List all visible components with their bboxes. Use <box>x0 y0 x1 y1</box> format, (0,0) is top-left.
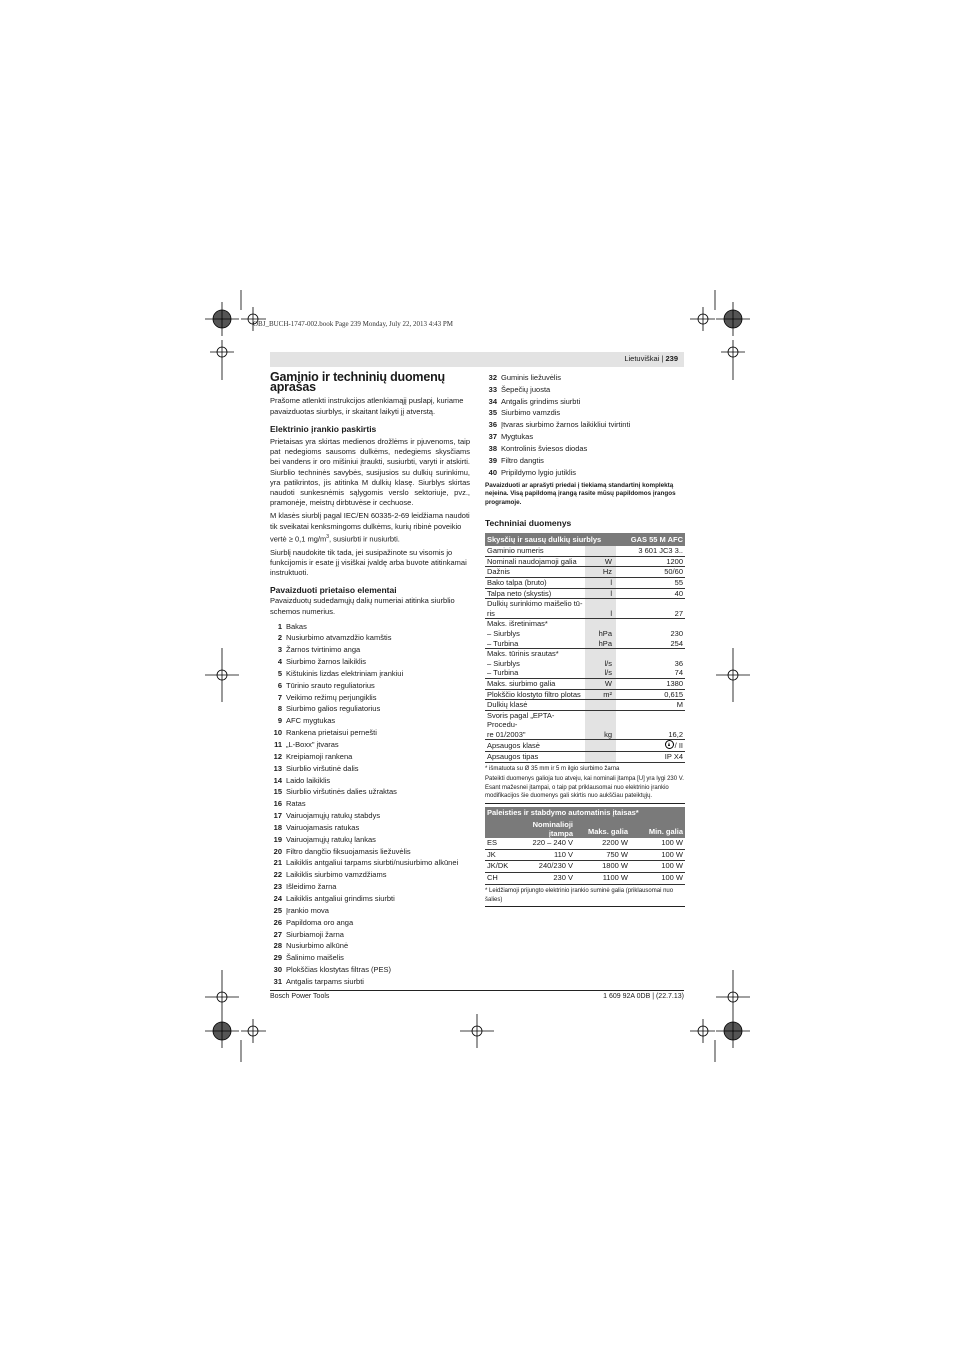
list-item <box>270 976 470 988</box>
table-row <box>485 849 685 861</box>
cell-line: l <box>610 608 612 618</box>
table-row <box>485 861 685 873</box>
cell-line: Svoris pagal „EPTA-Procedu- <box>487 710 555 730</box>
item-label: Laikiklis antgaliui tarpams siurbti/nusiurbimo alkūnei <box>286 858 459 868</box>
item-number: 7 <box>277 692 282 702</box>
tech-unit <box>585 689 616 700</box>
item-label: Šepečių juosta <box>501 384 551 394</box>
auto-start-table <box>485 807 685 885</box>
item-label: Tūrinio srauto reguliatorius <box>286 680 375 690</box>
table-cell: 750 W <box>575 849 630 861</box>
tech-label <box>485 649 585 679</box>
table-cell: 100 W <box>630 861 685 873</box>
table-row <box>485 619 685 649</box>
tech-unit <box>585 567 616 578</box>
purpose-p2-sup: 3 <box>326 533 329 540</box>
cell-line: Maks. siurbimo galia <box>487 678 556 688</box>
item-number: 26 <box>273 917 282 927</box>
item-number: 9 <box>277 716 282 726</box>
tech-unit <box>585 556 616 567</box>
item-number: 2 <box>277 633 282 643</box>
table-cell: 1100 W <box>575 873 630 885</box>
tech-label <box>485 678 585 689</box>
list-item <box>270 881 470 893</box>
item-number: 30 <box>273 965 282 975</box>
right-column <box>485 372 685 907</box>
item-label: AFC mygtukas <box>286 716 336 726</box>
cell-line: Gaminio numeris <box>487 546 544 556</box>
item-label: Išleidimo žarna <box>286 882 337 892</box>
list-item <box>270 810 470 822</box>
cell-line: ris <box>487 608 495 618</box>
item-label: Siurbimo galios reguliatorius <box>286 704 381 714</box>
list-item <box>270 763 470 775</box>
left-column <box>270 372 470 988</box>
tech-value <box>616 689 685 700</box>
tech-label <box>485 710 585 740</box>
tech-value <box>616 752 685 763</box>
tech-label <box>485 619 585 649</box>
cell-line: re 01/2003" <box>487 729 526 739</box>
list-item <box>485 419 685 431</box>
cell-line: 40 <box>674 588 683 598</box>
table-row <box>485 556 685 567</box>
tech-value <box>616 577 685 588</box>
tech-unit <box>585 740 616 752</box>
cell-line: Maks. išretinimas* <box>487 619 548 629</box>
tech-label <box>485 700 585 711</box>
cell-line: Plokščio klostyto filtro plotas <box>487 689 581 699</box>
tech-unit <box>585 577 616 588</box>
tech-unit <box>585 619 616 649</box>
item-label: Kištukinis lizdas elektriniam įrankiui <box>286 668 404 678</box>
item-label: Ratas <box>286 799 306 809</box>
list-item <box>485 443 685 455</box>
cell-line: Maks. tūrinis srautas* <box>487 649 559 659</box>
auto-col-max: Maks. galia <box>575 820 630 838</box>
item-label: Plokščias klostytas filtras (PES) <box>286 965 392 975</box>
auto-footnote: * Leidžiamoji prijungto elektrinio įrankio suminė galia (priklausomai nuo šalies) <box>485 888 674 903</box>
table-row <box>485 752 685 763</box>
cell-line: Talpa neto (skystis) <box>487 588 552 598</box>
item-number: 32 <box>488 372 497 382</box>
item-label: Laido laikiklis <box>286 775 331 785</box>
tech-label <box>485 689 585 700</box>
cell-line: 3 601 JC3 3.. <box>638 546 683 556</box>
item-label: Vairuojamųjų ratukų stabdys <box>286 811 381 821</box>
item-number: 40 <box>488 467 497 477</box>
tech-data-table <box>485 533 685 762</box>
table-row <box>485 546 685 556</box>
table-row <box>485 838 685 849</box>
list-item <box>270 834 470 846</box>
item-number: 34 <box>488 396 497 406</box>
item-label: Papildoma oro anga <box>286 917 354 927</box>
table-row <box>485 678 685 689</box>
tech-label <box>485 546 585 556</box>
item-label: Vairuojamasis ratukas <box>286 822 360 832</box>
tech-value <box>616 649 685 679</box>
item-label: Mygtukas <box>501 432 534 442</box>
list-item <box>270 704 470 716</box>
tech-label <box>485 752 585 763</box>
table-cell: 100 W <box>630 849 685 861</box>
item-number: 4 <box>277 657 282 667</box>
table-row <box>485 567 685 578</box>
list-item <box>270 716 470 728</box>
table-row <box>485 599 685 619</box>
footer-right: 1 609 92A 0DB | (22.7.13) <box>603 993 684 1000</box>
tech-value <box>616 678 685 689</box>
item-label: Siurbimo vamzdis <box>501 408 561 418</box>
tech-label <box>485 577 585 588</box>
cell-line: Hz <box>602 567 612 577</box>
list-item <box>270 775 470 787</box>
auto-col-voltage-2: įtampa <box>548 828 573 838</box>
list-item <box>270 941 470 953</box>
list-item <box>485 455 685 467</box>
cell-line: 74 <box>674 668 683 678</box>
list-item <box>270 644 470 656</box>
table-cell: CH <box>485 873 515 885</box>
page-bar: Lietuviškai | 239 <box>270 352 684 367</box>
tech-heading: Techniniai duomenys <box>485 517 572 528</box>
table-cell: 1800 W <box>575 861 630 873</box>
item-number: 8 <box>277 704 282 714</box>
list-item <box>270 964 470 976</box>
item-label: Antgalis grindims siurbti <box>501 396 581 406</box>
tech-footnote-2: Pateikti duomenys galioja tuo atveju, kai nominali įtampa [U] yra lygi 230 V. Esant mažesnei įtampai, o taip pat priklausomai nuo elektrinio įrankio modifikacijos šie duomenys gali skirtis nuo aukščiau pateiktųjų. <box>485 776 684 800</box>
table-cell: 110 V <box>515 849 575 861</box>
list-item <box>270 787 470 799</box>
tech-unit <box>585 546 616 556</box>
purpose-paragraph-3: Siurblį naudokite tik tada, jei susipažinote su visomis jo funkcijomis ir esate jį visiškai įvaldę arba buvote atitinkamai instruktuoti. <box>270 547 467 577</box>
tech-value <box>616 599 685 619</box>
item-label: Antgalis tarpams siurbti <box>286 976 364 986</box>
auto-col-country <box>485 820 515 838</box>
tech-unit <box>585 752 616 763</box>
cell-line: hPa <box>598 638 612 648</box>
table-cell: ES <box>485 838 515 849</box>
footer-left: Bosch Power Tools <box>270 993 330 1000</box>
table-cell: 2200 W <box>575 838 630 849</box>
cell-line: – Turbina <box>487 668 519 678</box>
cell-line: Dulkių surinkimo maišelio tū- <box>487 599 583 609</box>
item-label: Laikiklis siurbimo vamzdžiams <box>286 870 387 880</box>
cell-line: W <box>604 556 612 566</box>
item-number: 12 <box>273 751 282 761</box>
item-label: Įtvaras siurbimo žarnos laikikliui tvirtinti <box>501 420 631 430</box>
item-number: 38 <box>488 443 497 453</box>
page-language: Lietuviškai <box>624 354 660 363</box>
item-label: Laikiklis antgaliui grindims siurbti <box>286 893 395 903</box>
table-row <box>485 588 685 599</box>
tech-label <box>485 588 585 599</box>
item-number: 5 <box>277 668 282 678</box>
tech-unit <box>585 599 616 619</box>
tech-label <box>485 599 585 619</box>
item-number: 19 <box>273 834 282 844</box>
item-number: 11 <box>274 740 282 750</box>
cell-line: Apsaugos klasė <box>487 741 540 751</box>
table-row <box>485 649 685 679</box>
page-title: Gaminio ir techninių duomenų aprašas <box>270 370 445 395</box>
item-number: 35 <box>488 408 497 418</box>
purpose-heading: Elektrinio įrankio paskirtis <box>270 423 377 434</box>
item-label: Nusiurbimo alkūnė <box>286 941 349 951</box>
tech-unit <box>585 649 616 679</box>
item-number: 25 <box>273 905 282 915</box>
item-number: 6 <box>277 680 282 690</box>
cell-line: l/s <box>604 658 612 668</box>
item-label: Filtro dangčio fiksuojamasis liežuvėlis <box>286 846 411 856</box>
cell-line: 230 <box>670 628 683 638</box>
elements-intro: Pavaizduotų sudedamųjų dalių numeriai atitinka siurblio schemos numerius. <box>270 596 455 616</box>
cell-line: W <box>604 678 612 688</box>
cell-line: – Siurblys <box>487 628 520 638</box>
table-cell: 220 – 240 V <box>515 838 575 849</box>
list-item <box>270 633 470 645</box>
cell-line: 55 <box>674 577 683 587</box>
auto-col-min: Min. galia <box>630 820 685 838</box>
cell-line: 1380 <box>666 678 683 688</box>
cell-line: hPa <box>598 628 612 638</box>
item-number: 31 <box>273 976 282 986</box>
item-label: Rankena prietaisui pernešti <box>286 728 377 738</box>
cell-line: Apsaugos tipas <box>487 752 539 762</box>
item-label: Siurbimo žarnos laikiklis <box>286 657 367 667</box>
item-number: 17 <box>273 811 282 821</box>
list-item <box>270 751 470 763</box>
item-number: 33 <box>488 384 497 394</box>
list-item <box>270 656 470 668</box>
tech-value <box>616 619 685 649</box>
item-number: 23 <box>273 882 282 892</box>
auto-table-title: Paleisties ir stabdymo automatinis įtaisas* <box>485 807 685 820</box>
intro-paragraph: Prašome atlenkti instrukcijos atlenkiamąjį puslapį, kuriame pavaizduotas siurblys, ir skaitant laikyti jį atverstą. <box>270 396 464 416</box>
item-number: 21 <box>273 858 282 868</box>
protection-class-icon <box>665 740 674 749</box>
list-item <box>270 680 470 692</box>
item-number: 13 <box>273 763 282 773</box>
item-number: 39 <box>488 455 497 465</box>
item-label: „L-Boxx" įtvaras <box>286 740 339 750</box>
item-number: 37 <box>488 432 497 442</box>
table-row <box>485 689 685 700</box>
cell-line: Bako talpa (bruto) <box>487 577 547 587</box>
list-item <box>485 431 685 443</box>
tech-value <box>616 556 685 567</box>
item-number: 20 <box>273 846 282 856</box>
tech-header-model: GAS 55 M AFC <box>616 533 685 546</box>
purpose-p2-text: M klasės siurblį pagal IEC/EN 60335-2-69 leidžiama naudoti tik sveikatai kenksmingoms dulkėms, kurių ribinė poveikio vertė ≥ 0,1 mg/m <box>270 511 470 544</box>
cell-line: Nominali naudojamoji galia <box>487 556 577 566</box>
cell-line: Dulkių klasė <box>487 700 528 710</box>
list-item <box>485 396 685 408</box>
list-item <box>270 621 470 633</box>
cell-line: 254 <box>670 638 683 648</box>
item-label: Įrankio mova <box>286 905 329 915</box>
tech-unit <box>585 710 616 740</box>
item-number: 1 <box>277 621 282 631</box>
cell-line: 27 <box>674 608 683 618</box>
table-row <box>485 740 685 752</box>
item-label: Siurblio viršutinė dalis <box>286 763 359 773</box>
item-number: 22 <box>273 870 282 880</box>
cell-line: 0,615 <box>664 689 683 699</box>
cell-line: m² <box>603 689 612 699</box>
cell-line: 36 <box>674 658 683 668</box>
list-item <box>270 893 470 905</box>
table-cell: 100 W <box>630 838 685 849</box>
list-item <box>270 929 470 941</box>
item-number: 14 <box>273 775 282 785</box>
item-label: Bakas <box>286 621 307 631</box>
tech-label <box>485 740 585 752</box>
item-number: 10 <box>273 728 282 738</box>
list-item <box>270 952 470 964</box>
purpose-paragraph-2 <box>270 511 470 544</box>
table-cell: 230 V <box>515 873 575 885</box>
item-number: 27 <box>273 929 282 939</box>
tech-label <box>485 556 585 567</box>
item-number: 15 <box>273 787 282 797</box>
table-cell: JK <box>485 849 515 861</box>
item-label: Filtro dangtis <box>501 455 544 465</box>
cell-line: l <box>610 588 612 598</box>
tech-footnote-1: * išmatuota su Ø 35 mm ir 5 m ilgio siurbimo žarna <box>485 765 620 772</box>
tech-label <box>485 567 585 578</box>
list-item <box>270 727 470 739</box>
table-row <box>485 873 685 885</box>
item-label: Kontrolinis šviesos diodas <box>501 443 588 453</box>
list-item <box>485 408 685 420</box>
elements-list <box>270 621 470 988</box>
item-number: 28 <box>273 941 282 951</box>
item-label: Siurblio viršutinės dalies užraktas <box>286 787 397 797</box>
item-label: Vairuojamųjų ratukų lankas <box>286 834 376 844</box>
elements-heading: Pavaizduoti prietaiso elementai <box>270 585 397 596</box>
cell-line: / II <box>674 741 683 751</box>
cell-line: M <box>676 700 683 710</box>
list-item <box>485 372 685 384</box>
list-item <box>270 846 470 858</box>
list-item <box>270 822 470 834</box>
list-item <box>270 798 470 810</box>
tech-value <box>616 710 685 740</box>
table-row <box>485 710 685 740</box>
item-number: 18 <box>273 822 282 832</box>
cell-line: l/s <box>604 668 612 678</box>
table-row <box>485 577 685 588</box>
tech-value <box>616 567 685 578</box>
item-label: Šalinimo maišelis <box>286 953 344 963</box>
item-label: Žarnos tvirtinimo anga <box>286 645 361 655</box>
table-cell: 100 W <box>630 873 685 885</box>
item-number: 36 <box>488 420 497 430</box>
list-item <box>270 905 470 917</box>
list-item <box>270 692 470 704</box>
cell-line: – Siurblys <box>487 658 520 668</box>
table-cell: JK/DK <box>485 861 515 873</box>
cell-line: 50/60 <box>664 567 683 577</box>
item-label: Veikimo režimų perjungiklis <box>286 692 377 702</box>
tech-value <box>616 588 685 599</box>
purpose-p2-text-end: , susiurbti ir nusiurbti. <box>329 534 400 544</box>
table-row <box>485 700 685 711</box>
item-label: Pripildymo lygio jutiklis <box>501 467 577 477</box>
cell-line: 1200 <box>666 556 683 566</box>
cell-line: – Turbina <box>487 638 519 648</box>
tech-value <box>616 740 685 752</box>
accessories-note: Pavaizduoti ar aprašyti priedai į tiekiamą standartinį komplektą neįeina. Visą papildomą įrangą rasite mūsų papildomos įrangos programoje. <box>485 481 676 507</box>
item-label: Guminis liežuvėlis <box>501 372 562 382</box>
list-item <box>270 739 470 751</box>
list-item <box>485 384 685 396</box>
list-item <box>485 467 685 479</box>
tech-unit <box>585 588 616 599</box>
item-number: 16 <box>273 799 282 809</box>
auto-col-voltage <box>515 820 575 838</box>
cell-line: IP X4 <box>664 752 683 762</box>
cell-line: l <box>610 577 612 587</box>
tech-unit <box>585 700 616 711</box>
cell-line: 16,2 <box>668 729 683 739</box>
file-header-line: OBJ_BUCH-1747-002.book Page 239 Monday, July 22, 2013 4:43 PM <box>253 320 454 328</box>
tech-unit <box>585 678 616 689</box>
item-number: 24 <box>273 893 282 903</box>
tech-value <box>616 700 685 711</box>
list-item <box>270 917 470 929</box>
list-item <box>270 869 470 881</box>
item-number: 3 <box>277 645 282 655</box>
cell-line: Dažnis <box>487 567 510 577</box>
item-label: Siurbiamoji žarna <box>286 929 344 939</box>
purpose-paragraph-1: Prietaisas yra skirtas medienos drožlėms ir pjuvenoms, taip pat nedegioms sausoms dulkėms, nedegiems skysčiams bei vandens ir oro mišiniui įtraukti, susiurbti, varyti ir atskirti. Siurblio techninės savybės, susijusios su dulkių surinkimu, yra patikrintos, jis atitinka M dulkių klasę. Siurblys skirtas naudoti sunkesnėmis sąlygomis verslo sektoriuje, pvz., pramonėje, meistrų dirbtuvėse ir cechuose. <box>270 437 470 508</box>
tech-header-label: Skysčių ir sausų dulkių siurblys <box>485 533 616 546</box>
tech-value <box>616 546 685 556</box>
elements-list-continued <box>485 372 685 479</box>
item-number: 29 <box>273 953 282 963</box>
item-label: Nusiurbimo atvamzdžio kamštis <box>286 633 392 643</box>
page-number: 239 <box>665 354 678 363</box>
auto-col-voltage-1: Nominalioji <box>532 819 573 829</box>
table-cell: 240/230 V <box>515 861 575 873</box>
list-item <box>270 668 470 680</box>
item-label: Kreipiamoji rankena <box>286 751 353 761</box>
list-item <box>270 858 470 870</box>
cell-line: kg <box>604 729 612 739</box>
